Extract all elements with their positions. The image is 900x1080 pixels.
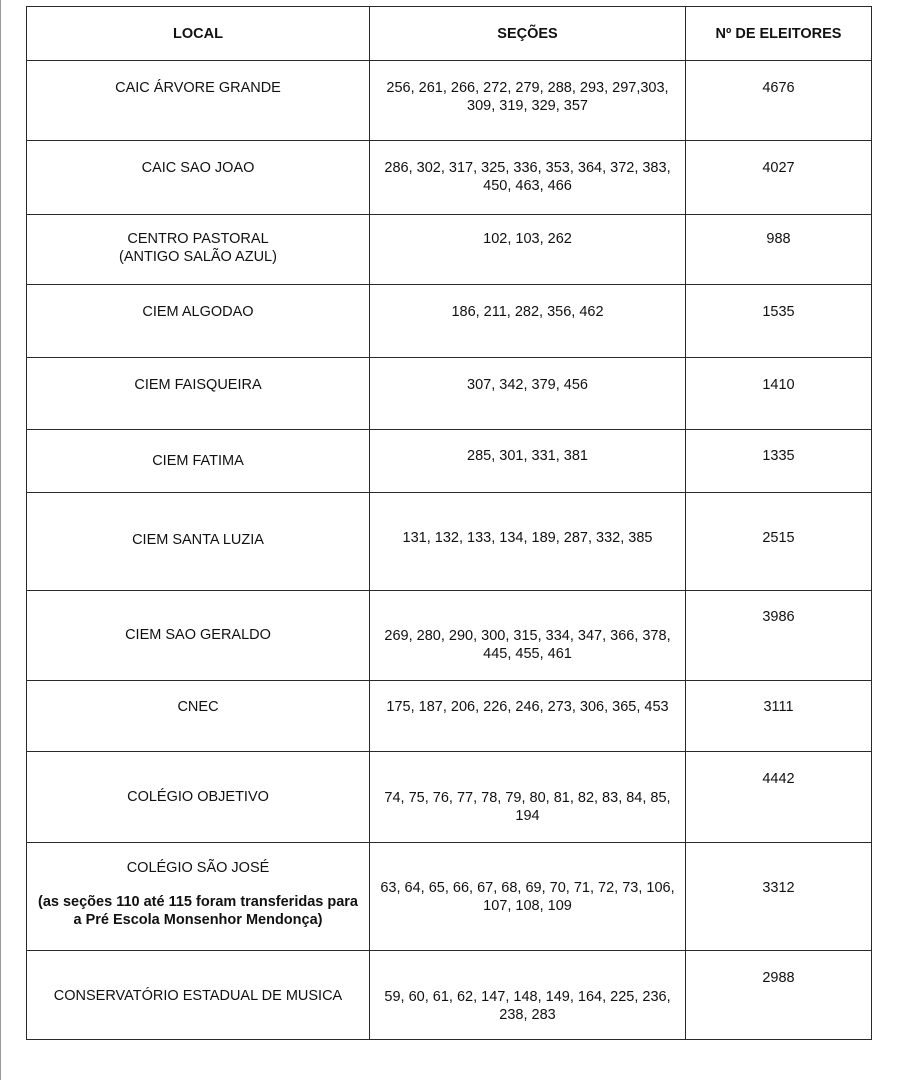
header-eleitores: Nº DE ELEITORES <box>686 7 872 61</box>
secoes-cell: 59, 60, 61, 62, 147, 148, 149, 164, 225, 236, 238, 283 <box>384 989 671 1023</box>
local-cell: CENTRO PASTORAL <box>127 231 269 247</box>
transfer-note: (as seções 110 até 115 foram transferidas para a Pré Escola Monsenhor Mendonça) <box>38 894 358 928</box>
eleitores-cell: 1535 <box>762 304 795 320</box>
secoes-cell: 63, 64, 65, 66, 67, 68, 69, 70, 71, 72, 73, 106, 107, 108, 109 <box>380 880 675 914</box>
header-row <box>27 7 872 61</box>
table-row <box>27 493 872 591</box>
table-row <box>27 358 872 430</box>
secoes-cell: 286, 302, 317, 325, 336, 353, 364, 372, 383, 450, 463, 466 <box>384 160 671 194</box>
local-cell: CIEM ALGODAO <box>142 304 254 320</box>
eleitores-cell: 988 <box>766 231 791 247</box>
secoes-cell: 285, 301, 331, 381 <box>467 448 588 464</box>
eleitores-cell: 3111 <box>763 699 794 715</box>
header-local: LOCAL <box>27 7 370 61</box>
header-secoes: SEÇÕES <box>370 7 686 61</box>
eleitores-cell: 4676 <box>762 80 795 96</box>
eleitores-cell: 4442 <box>762 771 795 787</box>
secoes-cell: 256, 261, 266, 272, 279, 288, 293, 297,303, 309, 319, 329, 357 <box>386 80 669 114</box>
eleitores-cell: 2988 <box>762 970 795 986</box>
secoes-cell: 131, 132, 133, 134, 189, 287, 332, 385 <box>402 530 653 546</box>
page-edge <box>0 0 1 1080</box>
local-cell: CONSERVATÓRIO ESTADUAL DE MUSICA <box>53 988 343 1004</box>
table-row <box>27 430 872 493</box>
eleitores-cell: 3986 <box>762 609 795 625</box>
local-cell-line2: (ANTIGO SALÃO AZUL) <box>119 249 277 265</box>
secoes-cell: 269, 280, 290, 300, 315, 334, 347, 366, 378, 445, 455, 461 <box>384 628 671 662</box>
eleitores-cell: 1410 <box>762 377 795 393</box>
secoes-cell: 74, 75, 76, 77, 78, 79, 80, 81, 82, 83, 84, 85, 194 <box>384 790 671 824</box>
local-cell: CAIC SAO JOAO <box>141 160 255 176</box>
local-cell: CIEM FAISQUEIRA <box>134 377 262 393</box>
local-cell: COLÉGIO SÃO JOSÉ <box>126 860 270 876</box>
voters-table <box>26 6 872 1040</box>
secoes-cell: 102, 103, 262 <box>483 231 572 247</box>
table-row <box>27 141 872 215</box>
local-cell: CIEM FATIMA <box>152 453 244 469</box>
secoes-cell: 186, 211, 282, 356, 462 <box>451 304 604 320</box>
eleitores-cell: 1335 <box>762 448 795 464</box>
table-row <box>27 61 872 141</box>
local-cell: CIEM SAO GERALDO <box>125 627 271 643</box>
local-cell: CAIC ÁRVORE GRANDE <box>115 80 281 96</box>
table-row <box>27 285 872 358</box>
secoes-cell: 175, 187, 206, 226, 246, 273, 306, 365, 453 <box>386 699 669 715</box>
table-row <box>27 843 872 951</box>
table-row <box>27 681 872 752</box>
secoes-cell: 307, 342, 379, 456 <box>467 377 588 393</box>
local-cell: CNEC <box>177 699 219 715</box>
eleitores-cell: 2515 <box>762 530 795 546</box>
eleitores-cell: 4027 <box>762 160 795 176</box>
table-row <box>27 951 872 1040</box>
eleitores-cell: 3312 <box>762 880 795 896</box>
local-cell: CIEM SANTA LUZIA <box>132 532 264 548</box>
local-cell: COLÉGIO OBJETIVO <box>127 789 269 805</box>
table-row <box>27 591 872 681</box>
table-row <box>27 752 872 843</box>
table-row <box>27 215 872 285</box>
